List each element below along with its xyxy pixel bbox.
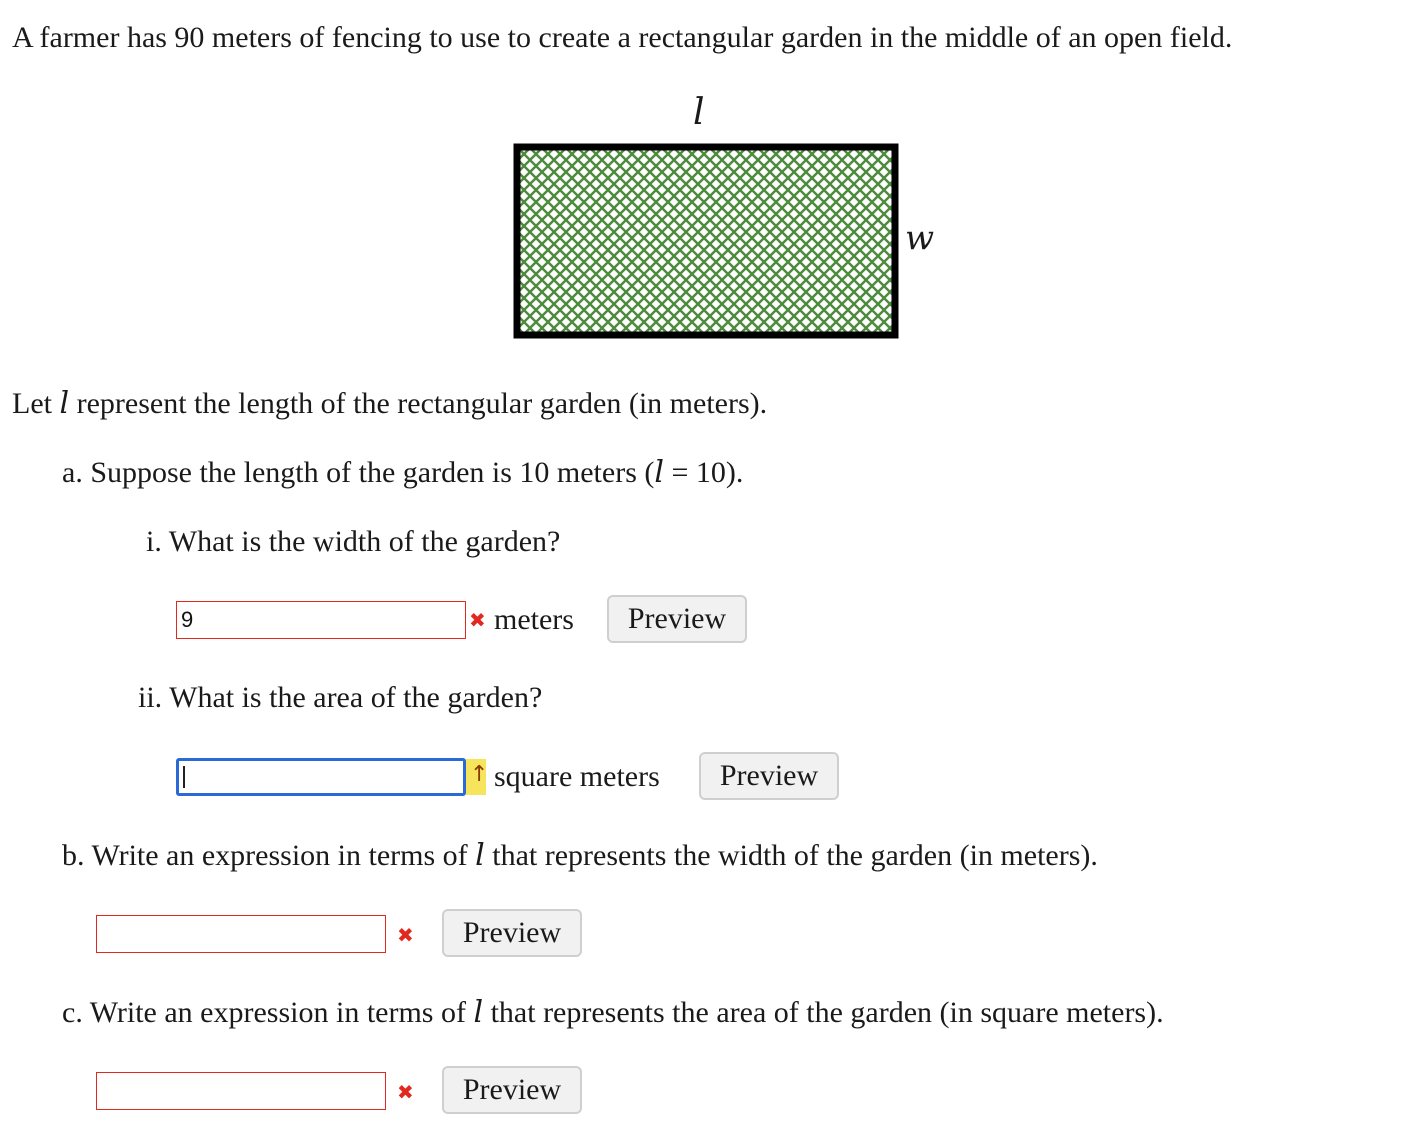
preview-button-area-expression[interactable]: Preview: [442, 1066, 582, 1114]
question-ii-label: ii. What is the area of the garden?: [138, 681, 543, 714]
preview-button-area[interactable]: Preview: [699, 752, 839, 800]
part-c-prompt: c. Write an expression in terms of l that represents the area of the garden (in square meters).: [62, 995, 1164, 1030]
preview-button-width[interactable]: Preview: [607, 595, 747, 643]
question-i-label: i. What is the width of the garden?: [146, 525, 561, 558]
area-answer-input[interactable]: [176, 758, 466, 796]
garden-rectangle: [517, 147, 895, 335]
width-unit-label: meters: [494, 603, 574, 636]
area-expression-input[interactable]: [96, 1072, 386, 1110]
preview-button-width-expression[interactable]: Preview: [442, 909, 582, 957]
garden-diagram: [512, 142, 900, 340]
length-label: l: [693, 92, 705, 133]
part-a-prompt: a. Suppose the length of the garden is 10 meters (l = 10).: [62, 455, 744, 490]
cross-icon: ✖: [397, 1080, 414, 1104]
width-label: w: [905, 218, 935, 258]
problem-intro: A farmer has 90 meters of fencing to use to create a rectangular garden in the middle of an open field.: [12, 21, 1233, 54]
area-unit-label: square meters: [494, 760, 660, 793]
cross-icon: ✖: [469, 608, 486, 632]
let-statement: Let l represent the length of the rectangular garden (in meters).: [12, 386, 768, 421]
part-b-prompt: b. Write an expression in terms of l that represents the width of the garden (in meters).: [62, 838, 1098, 873]
width-expression-input[interactable]: [96, 915, 386, 953]
cross-icon: ✖: [397, 923, 414, 947]
up-arrow-icon: ↑: [470, 762, 489, 787]
width-answer-input[interactable]: [176, 601, 466, 639]
text-caret: [183, 766, 185, 788]
